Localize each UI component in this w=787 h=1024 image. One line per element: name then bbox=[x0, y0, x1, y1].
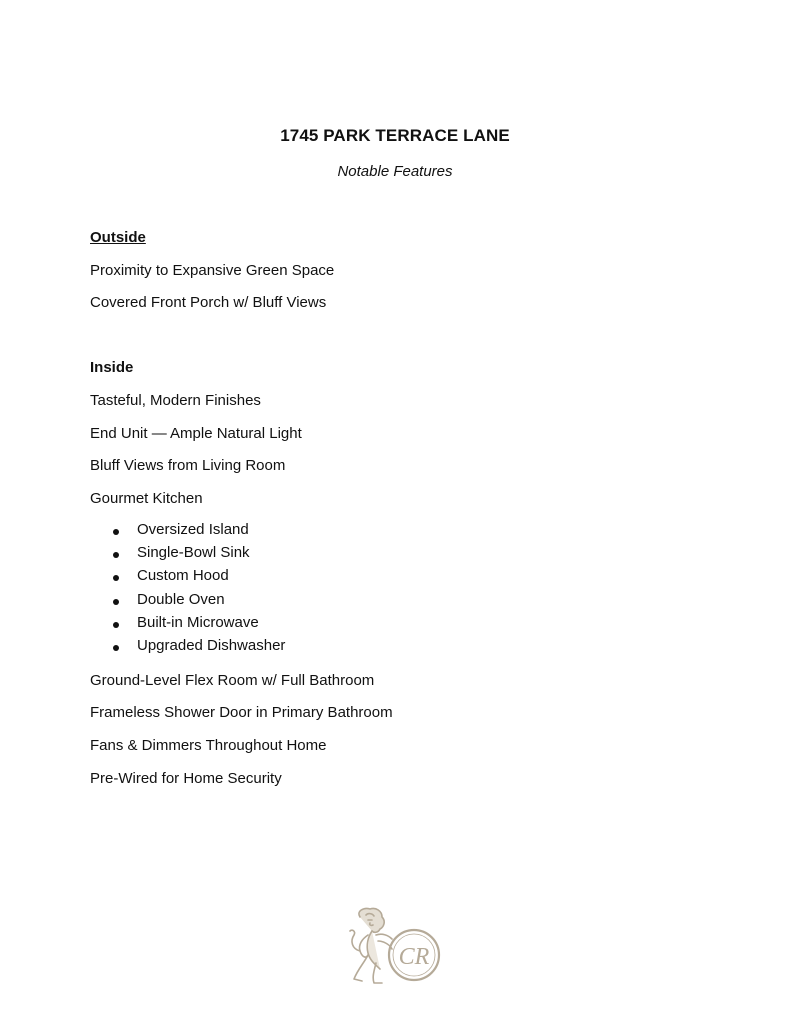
bullet-text: Oversized Island bbox=[137, 521, 249, 538]
bullet-text: Custom Hood bbox=[137, 567, 229, 585]
monogram-text: CR bbox=[398, 944, 430, 970]
inside-item: Bluff Views from Living Room bbox=[90, 457, 286, 474]
inside-heading: Inside bbox=[90, 359, 134, 376]
outside-heading: Outside bbox=[90, 229, 146, 246]
bullet-icon bbox=[113, 645, 119, 651]
monogram-emblem bbox=[389, 930, 439, 980]
bullet-text: Upgraded Dishwasher bbox=[137, 636, 286, 654]
page-title: 1745 PARK TERRACE LANE bbox=[280, 126, 510, 145]
bullet-icon bbox=[113, 599, 119, 605]
inside-item: Gourmet Kitchen bbox=[90, 490, 203, 507]
bullet-text: Double Oven bbox=[137, 590, 225, 608]
bullet-icon bbox=[113, 552, 119, 558]
inside-item: Frameless Shower Door in Primary Bathroom bbox=[90, 704, 393, 721]
page-subtitle: Notable Features bbox=[337, 163, 453, 180]
lion-crest-logo bbox=[346, 905, 442, 987]
outside-item: Covered Front Porch w/ Bluff Views bbox=[90, 294, 327, 311]
bullet-icon bbox=[113, 575, 119, 581]
lion-icon bbox=[350, 908, 392, 983]
bullet-text: Single-Bowl Sink bbox=[137, 544, 250, 562]
bullet-icon bbox=[113, 529, 119, 535]
bullet-text: Built-in Microwave bbox=[137, 613, 259, 631]
inside-item: Pre-Wired for Home Security bbox=[90, 770, 282, 787]
inside-item: Ground-Level Flex Room w/ Full Bathroom bbox=[90, 672, 375, 689]
inside-item: Fans & Dimmers Throughout Home bbox=[90, 737, 327, 754]
inside-item: End Unit — Ample Natural Light bbox=[90, 425, 302, 442]
bullet-icon bbox=[113, 622, 119, 628]
outside-item: Proximity to Expansive Green Space bbox=[90, 262, 335, 279]
inside-item: Tasteful, Modern Finishes bbox=[90, 392, 261, 409]
